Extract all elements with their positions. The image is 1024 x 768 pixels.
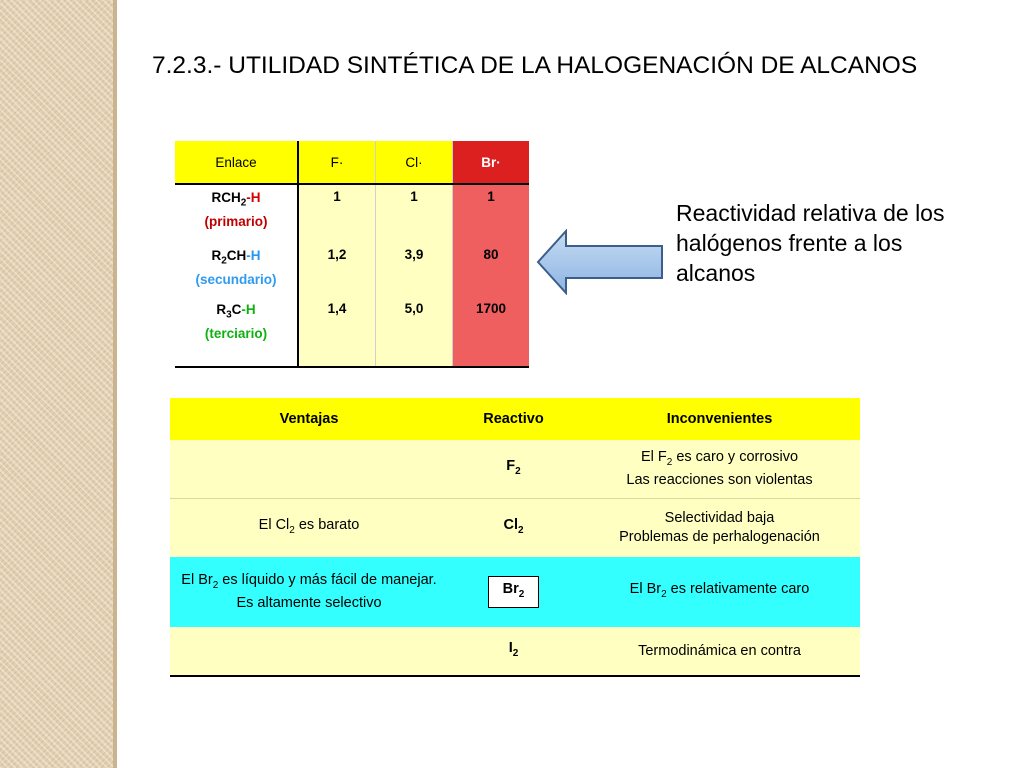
value-br-terciario: 1700 (453, 297, 530, 367)
row-primario (175, 184, 529, 243)
header-bromo: Br· (453, 141, 530, 184)
inconvenientes-br2: El $Br_2$ es relativamente caro (579, 557, 860, 627)
ventajas-cl2: El $Cl_2$ es barato (170, 499, 448, 558)
ventajas-br2: El $Br_2$ es líquido y más fácil de manejar. Es altamente selectivo (170, 557, 448, 627)
row-secundario (175, 243, 529, 297)
bond-terciario: $R_3C-H$ (terciario) (175, 297, 298, 367)
header-reactivo: Reactivo (448, 398, 579, 440)
value-f-primario: 1 (298, 184, 376, 243)
value-br-secundario: 80 (453, 243, 530, 297)
inconvenientes-f2: El $F_2$ es caro y corrosivo Las reacciones son violentas (579, 440, 860, 499)
value-cl-terciario: 5,0 (376, 297, 453, 367)
value-f-secundario: 1,2 (298, 243, 376, 297)
value-cl-primario: 1 (376, 184, 453, 243)
bond-secundario: $R_2CH-H$ (secundario) (175, 243, 298, 297)
bond-primario: $RCH_2-H$ (primario) (175, 184, 298, 243)
left-arrow-icon (536, 229, 666, 295)
value-f-terciario: 1,4 (298, 297, 376, 367)
header-cloro: Cl· (376, 141, 453, 184)
reactivo-br2 (448, 557, 579, 627)
row-cl2 (170, 499, 860, 558)
value-cl-secundario: 3,9 (376, 243, 453, 297)
row-terciario (175, 297, 529, 367)
reactivo-cl2: $Cl_2$ (448, 499, 579, 558)
slide-title: 7.2.3.- UTILIDAD SINTÉTICA DE LA HALOGENACIÓN DE ALCANOS (152, 52, 918, 79)
header-enlace: Enlace (175, 141, 298, 184)
row-f2 (170, 440, 860, 499)
ventajas-f2 (170, 440, 448, 499)
comparison-table (170, 398, 860, 677)
value-br-primario: 1 (453, 184, 530, 243)
reactivo-f2: $F_2$ (448, 440, 579, 499)
header-ventajas: Ventajas (170, 398, 448, 440)
row-br2 (170, 557, 860, 627)
row-i2 (170, 627, 860, 676)
reactivo-br2-box: $Br_2$ (488, 576, 540, 608)
reactivity-note: Reactividad relativa de los halógenos frente a los alcanos (676, 200, 945, 286)
comparison-header-row (170, 398, 860, 440)
inconvenientes-i2: Termodinámica en contra (579, 627, 860, 676)
reactivity-header-row (175, 141, 529, 184)
ventajas-i2 (170, 627, 448, 676)
reactivity-table (175, 141, 529, 368)
sidebar-edge (113, 0, 117, 768)
header-inconvenientes: Inconvenientes (579, 398, 860, 440)
header-fluor: F· (298, 141, 376, 184)
reactivo-i2: $I_2$ (448, 627, 579, 676)
inconvenientes-cl2: Selectividad baja Problemas de perhalogenación (579, 499, 860, 558)
decorative-sidebar (0, 0, 113, 768)
